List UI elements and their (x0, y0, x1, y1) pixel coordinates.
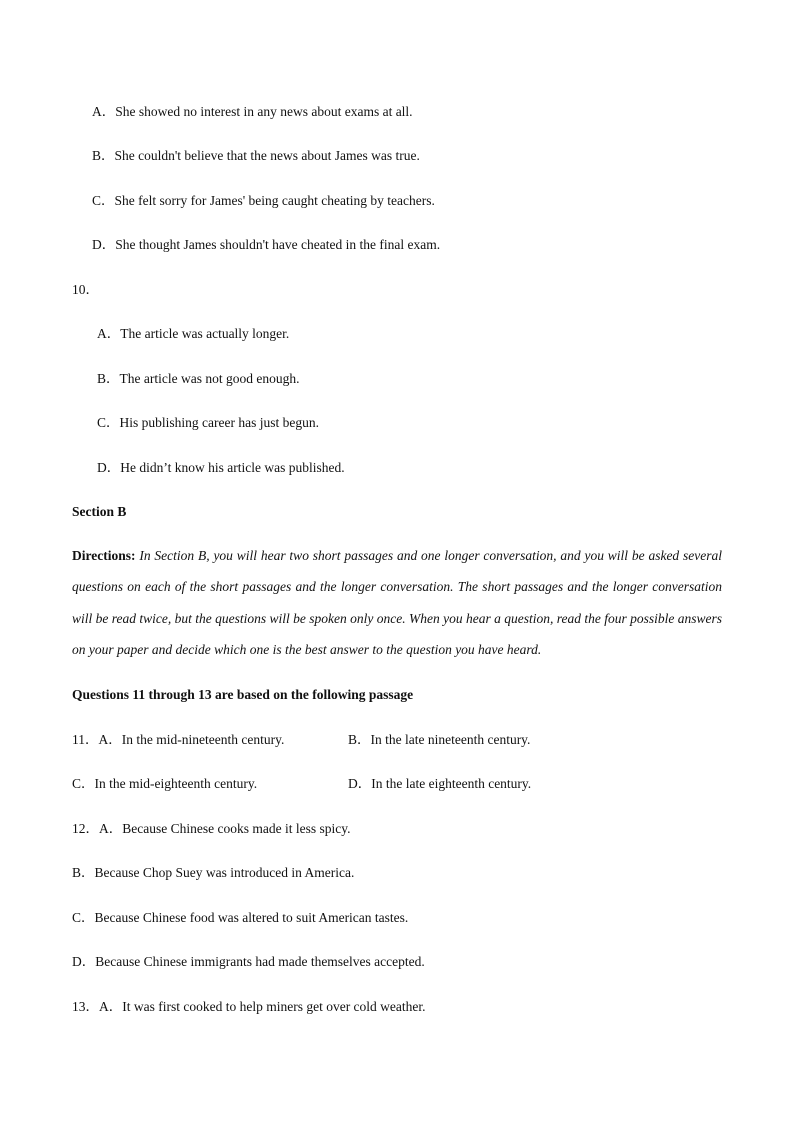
q9-option-c: C．She felt sorry for James' being caught cheating by teachers. (92, 193, 435, 208)
q9-option-d: D．She thought James shouldn't have cheated in the final exam. (92, 237, 441, 252)
passage-heading: Questions 11 through 13 are based on the following passage (72, 687, 414, 702)
q12-option-c: C．Because Chinese food was altered to suit American tastes. (72, 910, 409, 925)
q12-option-a: 12．A．Because Chinese cooks made it less spicy. (72, 821, 351, 836)
q10-option-d: D．He didn’t know his article was published. (97, 460, 345, 475)
q10-option-a: A．The article was actually longer. (97, 326, 290, 341)
q10-number: 10． (72, 282, 99, 297)
q10-option-c: C．His publishing career has just begun. (97, 415, 319, 430)
q11-option-d: D．In the late eighteenth century. (348, 776, 532, 791)
q13-option-a: 13．A．It was first cooked to help miners get over cold weather. (72, 999, 426, 1014)
q11-option-c: C．In the mid-eighteenth century. (72, 776, 258, 791)
directions-text: In Section B, you will hear two short passages and one longer conversation, and you will be asked several questions on each of the short passages and the longer conversation. The short passages and the longer conversation will be read twice, but the questions will be spoken only once. When you hear a question, read the four possible answers on your paper and decide which one is the best answer to the question you have heard. (72, 548, 722, 657)
directions-label: Directions: (72, 548, 136, 563)
q12-option-b: B．Because Chop Suey was introduced in America. (72, 865, 355, 880)
section-b-directions (72, 540, 722, 665)
q10-option-b: B．The article was not good enough. (97, 371, 300, 386)
section-b-heading: Section B (72, 504, 127, 519)
q11-option-b: B．In the late nineteenth century. (348, 732, 531, 747)
q9-option-a: A．She showed no interest in any news about exams at all. (92, 104, 413, 119)
q11-option-a: 11．A．In the mid-nineteenth century. (72, 732, 285, 747)
q12-option-d: D．Because Chinese immigrants had made themselves accepted. (72, 954, 425, 969)
q9-option-b: B．She couldn't believe that the news about James was true. (92, 148, 420, 163)
